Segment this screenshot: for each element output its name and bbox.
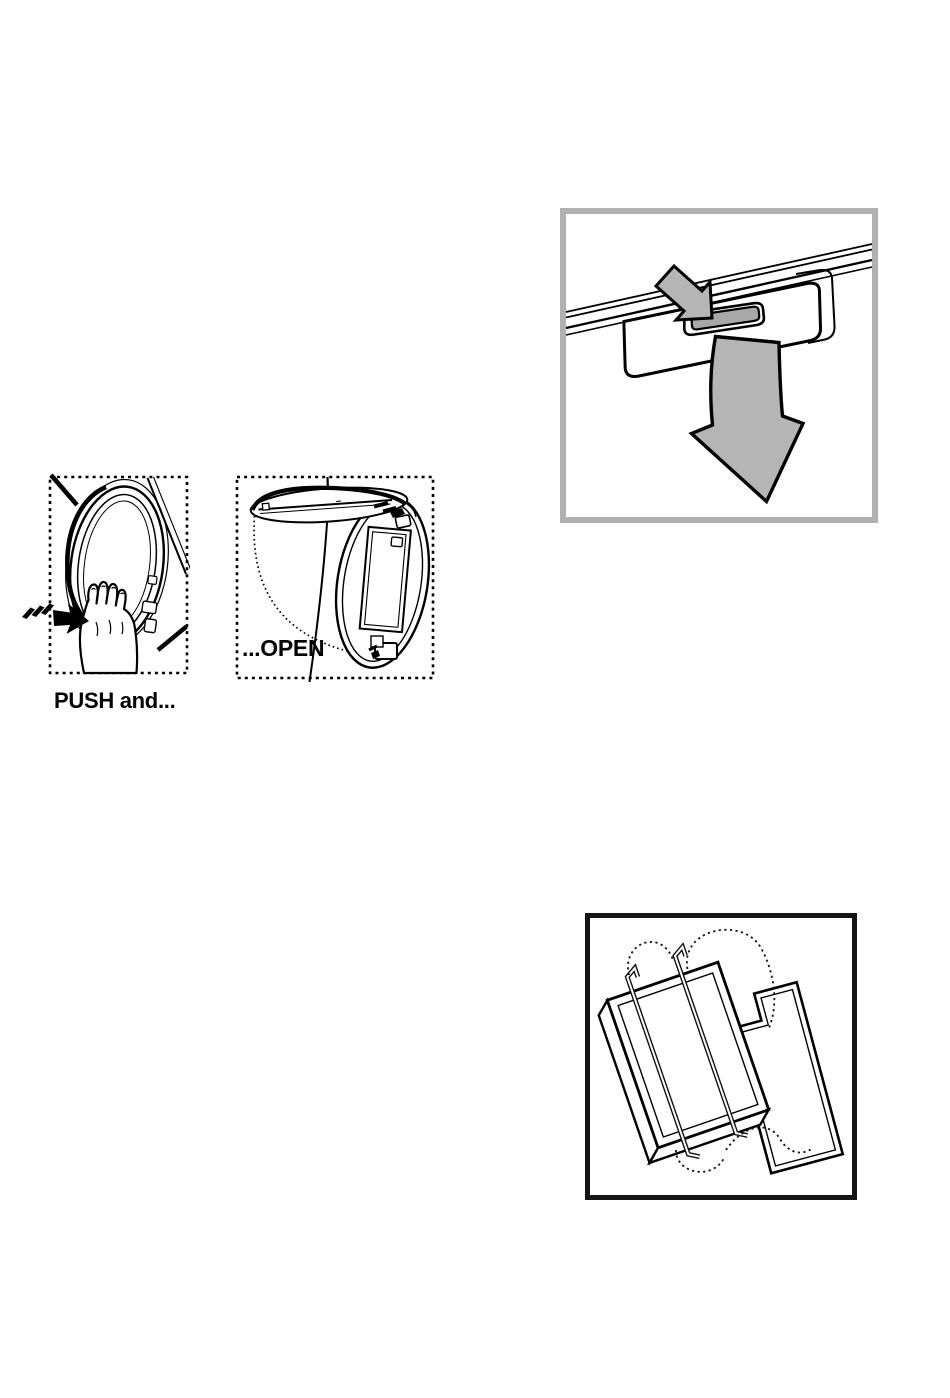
- latch-release-figure: [560, 208, 878, 523]
- filter-mounting-figure: [585, 913, 857, 1200]
- push-caption: PUSH and...: [54, 688, 176, 713]
- push-figure: [20, 470, 190, 680]
- latch-release-illustration: [560, 208, 878, 523]
- inner-filter-panel: [360, 527, 411, 632]
- filter-illustration: [585, 913, 857, 1200]
- push-illustration: [20, 470, 190, 680]
- open-caption: ...OPEN: [242, 635, 325, 661]
